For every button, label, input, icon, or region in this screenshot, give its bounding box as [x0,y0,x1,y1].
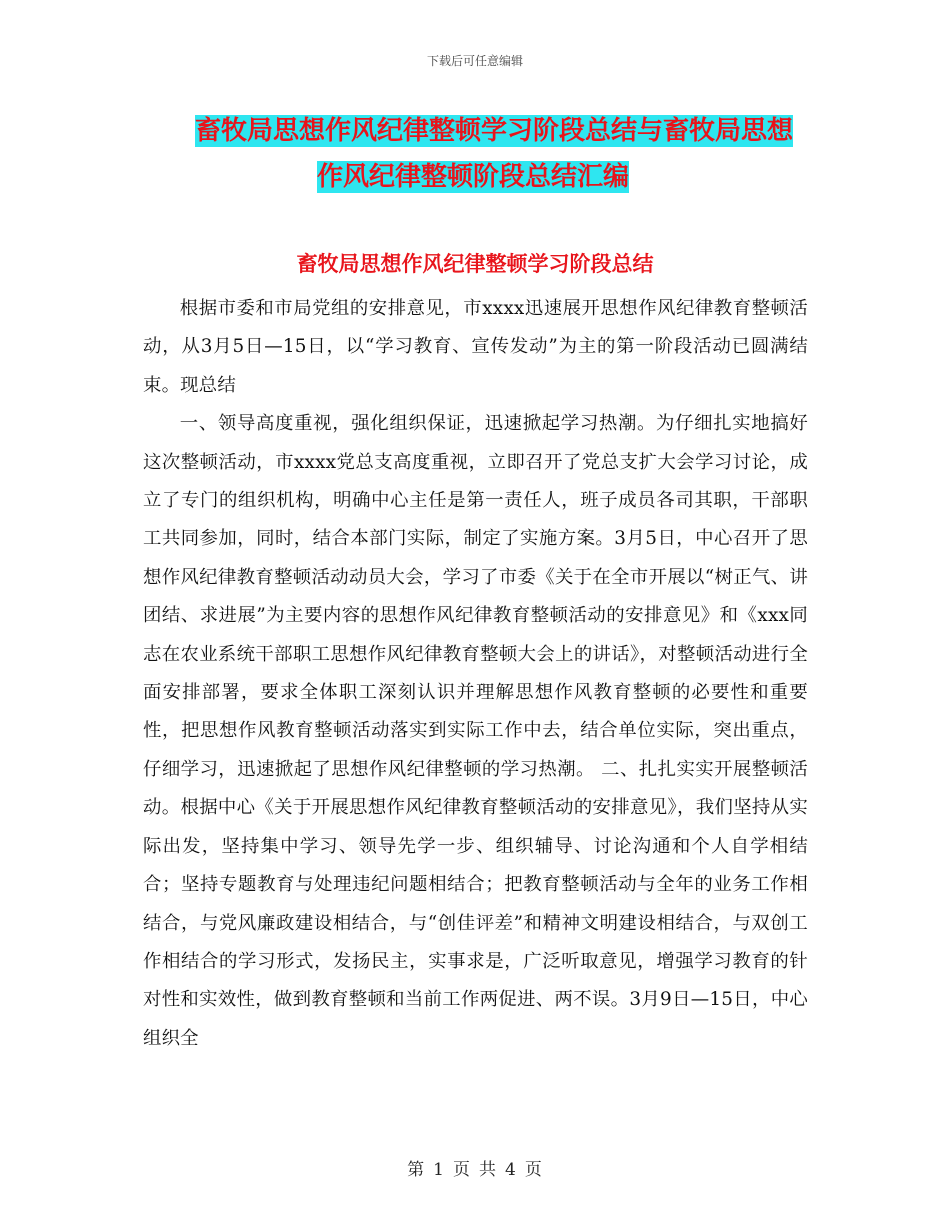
document-title [140,108,820,200]
footer-page-total: 4 [505,1160,517,1180]
footer-total-unit: 页 [524,1160,543,1180]
paragraph-intro: 根据市委和市局党组的安排意见，市xxxx迅速展开思想作风纪律教育整顿活动，从3月5日—15日，以“学习教育、宣传发动”为主的第一阶段活动已圆满结束。现总结 [143,298,808,396]
footer-total-label: 共 [479,1160,497,1180]
footer-page-unit: 页 [453,1160,471,1180]
title-line-2: 作风纪律整顿阶段总结汇编 [317,162,630,192]
section-title: 畜牧局思想作风纪律整顿学习阶段总结 [296,252,654,276]
paragraph-section-1: 一、领导高度重视，强化组织保证，迅速掀起学习热潮。为仔细扎实地搞好这次整顿活动，市xxxx党总支高度重视，立即召开了党总支扩大会学习讨论，成立了专门的组织机构，明确中心主任是第一责任人，班子成员各司其职，干部职工共同参加，同时，结合本部门实际，制定了实施方案。3月5日，中心召开了思想作风纪律教育整顿活动动员大会，学习了市委《关于在全市开展以“树正气、讲团结、求进展”为主要内容的思想作风纪律教育整顿活动的安排意见》和《xxx同志在农业系统干部职工思想作风纪律教育整顿大会上的讲话》，对整顿活动进行全面安排部署，要求全体职工深刻认识并理解思想作风教育整顿的必要性和重要性，把思想作风教育整顿活动落实到实际工作中去，结合单位实际，突出重点，仔细学习，迅速掀起了思想作风纪律整顿的学习热潮。 二、扎扎实实开展整顿活动。根据中心《关于开展思想作风纪律教育整顿活动的安排意见》，我们坚持从实际出发，坚持集中学习、领导先学一步、组织辅导、讨论沟通和个人自学相结合；坚持专题教育与处理违纪问题相结合；把教育整顿活动与全年的业务工作相结合，与党风廉政建设相结合，与“创佳评差”和精神文明建设相结合，与双创工作相结合的学习形式，发扬民主，实事求是，广泛听取意见，增强学习教育的针对性和实效性，做到教育整顿和当前工作两促进、两不误。3月9日—15日，中心组织全 [143,413,808,1049]
footer-page-label: 第 [407,1160,426,1180]
document-body [143,290,808,1058]
footer-page-current: 1 [433,1160,445,1180]
page-footer [0,1155,950,1180]
title-line-1: 畜牧局思想作风纪律整顿学习阶段总结与畜牧局思想 [195,116,794,146]
page-header-note: 下载后可任意编辑 [426,54,523,68]
